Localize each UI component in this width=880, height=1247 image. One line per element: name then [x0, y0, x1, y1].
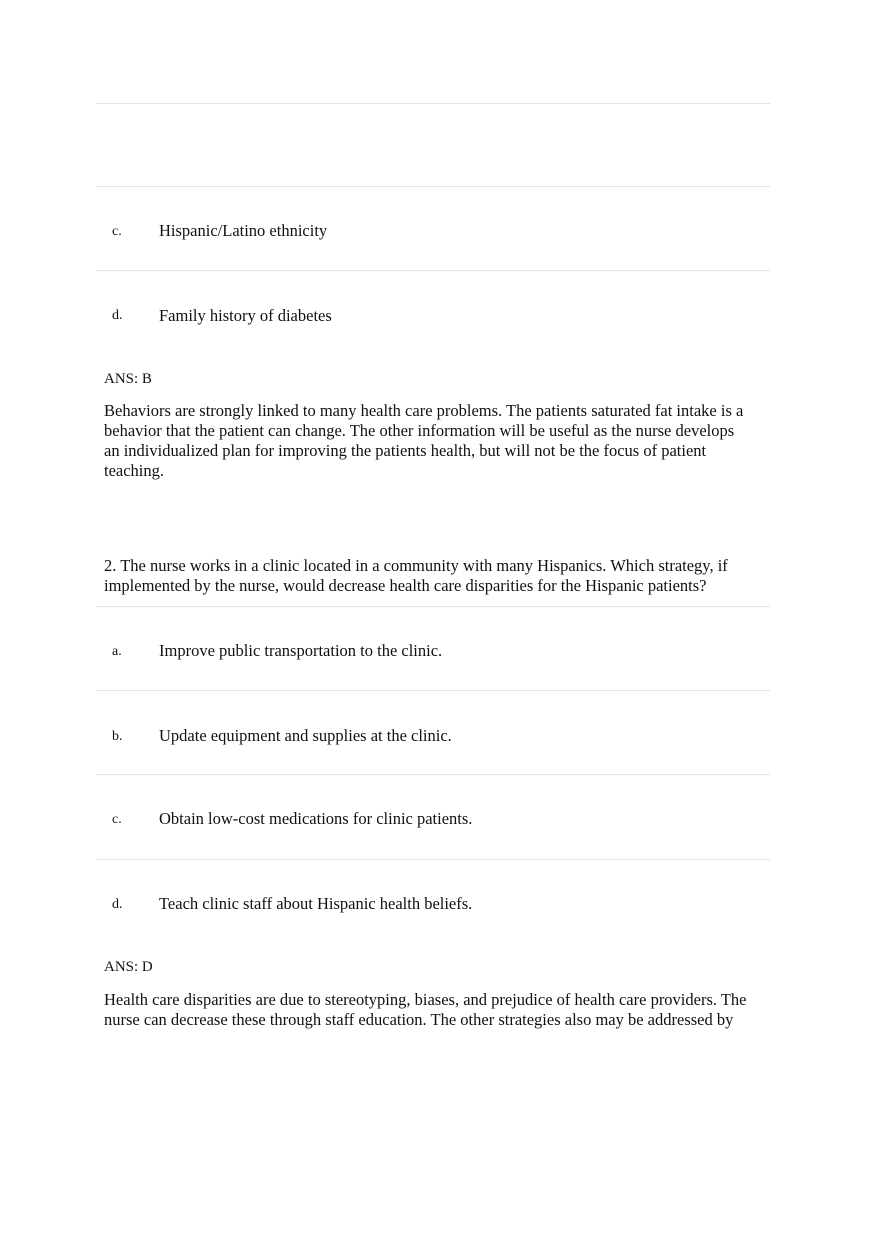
rationale-line: Health care disparities are due to stereotyping, biases, and prejudice of health care providers. The	[104, 990, 747, 1009]
q2-option-a-letter: a.	[112, 644, 122, 659]
q2-stem	[104, 556, 784, 596]
table-rule	[96, 774, 770, 775]
table-rule	[96, 606, 770, 607]
rationale-line: an individualized plan for improving the patients health, but will not be the focus of patient	[104, 441, 707, 460]
rationale-line: nurse can decrease these through staff education. The other strategies also may be addressed by	[104, 1010, 734, 1029]
stem-line: implemented by the nurse, would decrease health care disparities for the Hispanic patients?	[104, 576, 707, 595]
table-rule	[96, 103, 770, 104]
q2-option-d-letter: d.	[112, 897, 123, 912]
q1-option-c-text: Hispanic/Latino ethnicity	[159, 221, 328, 240]
q2-option-b-letter: b.	[112, 729, 123, 744]
q2-option-d-text: Teach clinic staff about Hispanic health beliefs.	[159, 894, 473, 913]
q2-option-b-text: Update equipment and supplies at the clinic.	[159, 726, 452, 745]
rationale-line: behavior that the patient can change. The other information will be useful as the nurse develops	[104, 421, 735, 440]
stem-line: 2. The nurse works in a clinic located in a community with many Hispanics. Which strategy, if	[104, 556, 728, 575]
table-rule	[96, 859, 770, 860]
q1-answer: ANS: B	[104, 371, 152, 387]
q2-option-a-text: Improve public transportation to the clinic.	[159, 641, 443, 660]
q1-rationale	[104, 401, 784, 481]
q2-answer: ANS: D	[104, 959, 153, 975]
q1-option-d-text: Family history of diabetes	[159, 306, 332, 325]
table-rule	[96, 690, 770, 691]
rationale-line: teaching.	[104, 461, 165, 480]
table-rule	[96, 270, 770, 271]
q1-option-d-letter: d.	[112, 308, 123, 323]
q2-rationale	[104, 990, 784, 1030]
q2-option-c-text: Obtain low-cost medications for clinic patients.	[159, 809, 473, 828]
q2-option-c-letter: c.	[112, 812, 122, 827]
table-rule	[96, 186, 770, 187]
q1-option-c-letter: c.	[112, 224, 122, 239]
rationale-line: Behaviors are strongly linked to many health care problems. The patients saturated fat intake is a	[104, 401, 744, 420]
